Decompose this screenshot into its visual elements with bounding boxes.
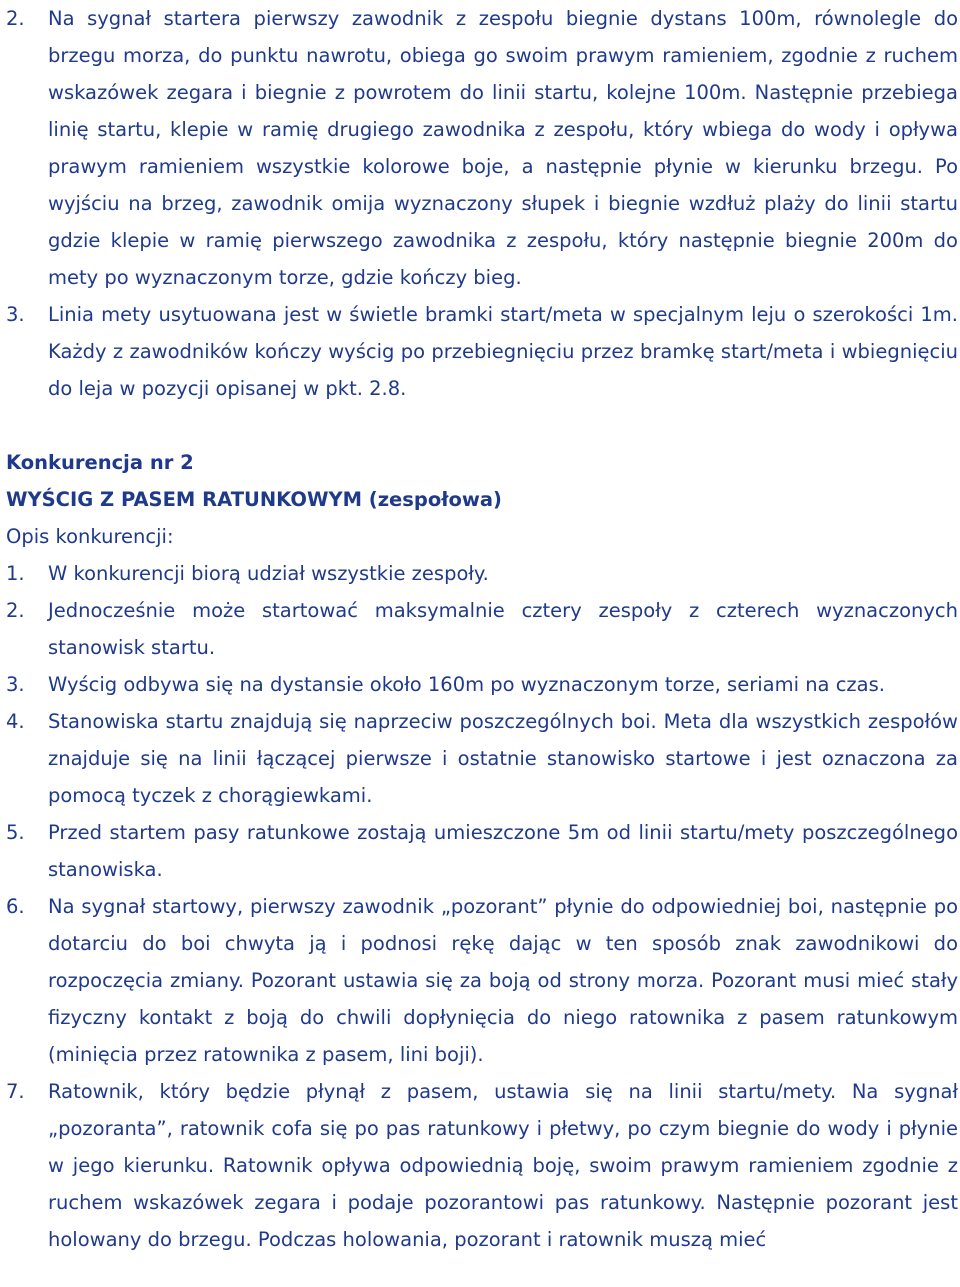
list-item [0,296,960,407]
list-number: 3. [6,673,25,696]
list-text: Na sygnał startera pierwszy zawodnik z zespołu biegnie dystans 100m, równolegle do brzegu morza, do punktu nawrotu, obiega go swoim prawym ramieniem, zgodnie z ruchem wskazówek zegara i biegnie z powrotem do linii startu, kolejne 100m. Następnie przebiega linię startu, klepie w ramię drugiego zawodnika z zespołu, który wbiega do wody i opływa prawym ramieniem wszystkie kolorowe boje, a następnie płynie w kierunku brzegu. Po wyjściu na brzeg, zawodnik omija wyznaczony słupek i biegnie wzdłuż plaży do linii startu gdzie klepie w ramię pierwszego zawodnika z zespołu, który następnie biegnie 200m do mety po wyznaczonym torze, gdzie kończy bieg. [48,7,958,289]
list-text: Jednocześnie może startować maksymalnie cztery zespoły z czterech wyznaczonych stanowisk startu. [48,599,958,659]
list-number: 7. [6,1080,25,1103]
list-item [0,0,960,296]
list-item [0,703,960,814]
list-item [0,888,960,1073]
list-item [0,666,960,703]
list-number: 2. [6,599,25,622]
list-text: Na sygnał startowy, pierwszy zawodnik „pozorant” płynie do odpowiedniej boi, następnie po dotarciu do boi chwyta ją i podnosi rękę dając w ten sposób znak zawodnikowi do rozpoczęcia zmiany. Pozorant ustawia się za boją od strony morza. Pozorant musi mieć stały fizyczny kontakt z boją do chwili dopłynięcia do niego ratownika z pasem ratunkowym (minięcia przez ratownika z pasem, lini boji). [48,895,958,1066]
list-item [0,1073,960,1258]
description-label: Opis konkurencji: [6,525,174,548]
list-number: 5. [6,821,25,844]
list-number: 1. [6,562,25,585]
list-text: Wyścig odbywa się na dystansie około 160m po wyznaczonym torze, seriami na czas. [48,673,885,696]
list-text: Przed startem pasy ratunkowe zostają umieszczone 5m od linii startu/mety poszczególnego stanowiska. [48,821,958,881]
list-text: Ratownik, który będzie płynął z pasem, ustawia się na linii startu/mety. Na sygnał „pozoranta”, ratownik cofa się po pas ratunkowy i płetwy, po czym biegnie do wody i płynie w jego kierunku. Ratownik opływa odpowiednią boję, swoim prawym ramieniem zgodnie z ruchem wskazówek zegara i podaje pozorantowi pas ratunkowy. Następnie pozorant jest holowany do brzegu. Podczas holowania, pozorant i ratownik muszą mieć [48,1080,958,1251]
list-number: 3. [6,303,25,326]
list-number: 4. [6,710,25,733]
section-title: Konkurencja nr 2 [6,451,194,474]
list-item [0,592,960,666]
list-text: Linia mety usytuowana jest w świetle bramki start/meta w specjalnym leju o szerokości 1m. Każdy z zawodników kończy wyścig po przebiegnięciu przez bramkę start/meta i wbiegnięciu do leja w pozycji opisanej w pkt. 2.8. [48,303,958,400]
list-item [0,814,960,888]
list-text: Stanowiska startu znajdują się naprzeciw poszczególnych boi. Meta dla wszystkich zespołów znajduje się na linii łączącej pierwsze i ostatnie stanowisko startowe i jest oznaczona za pomocą tyczek z chorągiewkami. [48,710,958,807]
list-item [0,555,960,592]
list-number: 6. [6,895,25,918]
list-number: 2. [6,7,25,30]
list-text: W konkurencji biorą udział wszystkie zespoły. [48,562,489,585]
section-subtitle: WYŚCIG Z PASEM RATUNKOWYM (zespołowa) [6,488,502,511]
